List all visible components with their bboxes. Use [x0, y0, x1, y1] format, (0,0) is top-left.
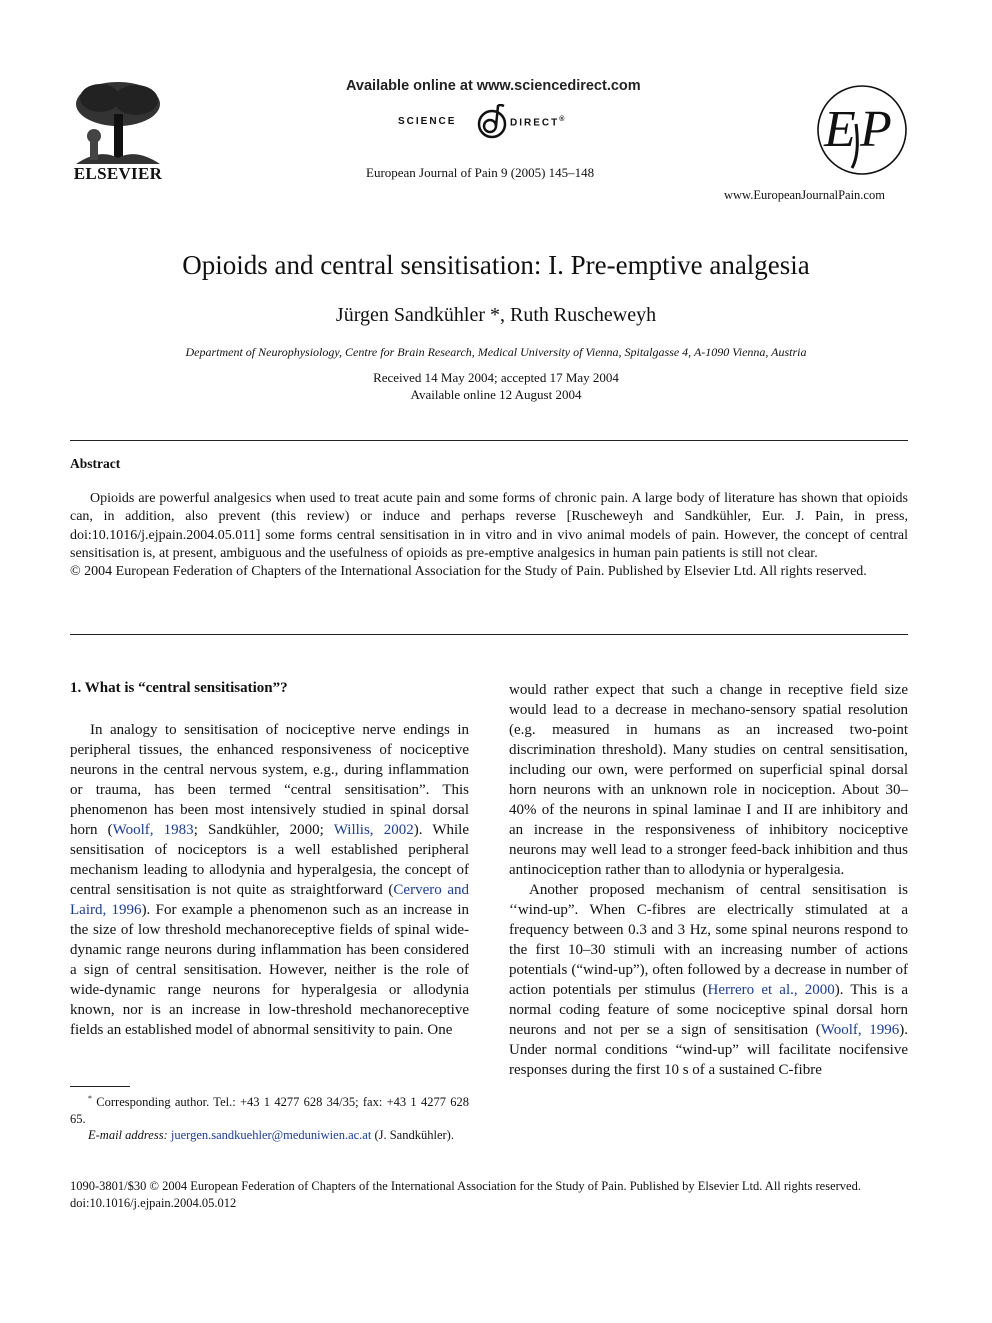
paragraph-2: [509, 880, 908, 1080]
doi: doi:10.1016/j.ejpain.2004.05.012: [70, 1195, 237, 1210]
issn-copyright: 1090-3801/$30 © 2004 European Federation of Chapters of the International Association for the Study of Pain. Published by Elsevier Ltd. All rights reserved.: [70, 1179, 861, 1193]
available-online-date: Available online 12 August 2004: [410, 387, 582, 402]
citation-willis-2002[interactable]: Willis, 2002: [333, 822, 414, 838]
email-link[interactable]: juergen.sandkuehler@meduniwien.ac.at: [170, 1128, 372, 1143]
citation-woolf-1996[interactable]: Woolf, 1996: [820, 1022, 900, 1038]
paragraph-1-continued: would rather expect that such a change in receptive field size would lead to a decrease in mechano-sensory spatial resolution (e.g. measured in humans as an increased two-point discrimination threshold). Many studies on central sensitisation, including our own, were performed on superficial spinal dorsal horn neurons with an unknown role in nociception. About 30–40% of the neurons in spinal laminae I and II are inhibitory and an increase in the responsiveness of inhibitory nociceptive neurons may well lead to a stronger feed-back inhibition and thus antinociception rather than to allodynia or hyperalgesia.: [509, 682, 908, 878]
journal-url[interactable]: www.EuropeanJournalPain.com: [724, 188, 885, 202]
column-right: [509, 680, 908, 1080]
paragraph-2-text-c: ). Under normal conditions “wind-up” will facilitate nocifensive responses during the first 10 s of a sustained C-fibre: [509, 1022, 908, 1078]
tree-icon: [70, 78, 166, 166]
abstract-heading: Abstract: [70, 456, 121, 471]
citation-cervero-1996[interactable]: Cervero and Laird, 1996: [70, 882, 470, 918]
article-title: Opioids and central sensitisation: I. Pre-emptive analgesia: [182, 250, 810, 280]
ejp-logo-p: P: [860, 101, 892, 158]
footnote-marker: *: [88, 1094, 92, 1103]
paragraph-1: [70, 720, 469, 1040]
paragraph-1-text-d: ). For example a phenomenon such as an increase in the size of low threshold mechanoreceptive fields of spinal wide-dynamic range neurons during inflammation has been considered a sign of central sensitisation. However, neither is the role of wide-dynamic range neurons for hyperalgesia or allodynia known, nor is an increase in low-threshold mechanoreceptive fields an established model of abnormal sensitivity to pain. One: [70, 902, 469, 1038]
footnote-corresponding-text: Corresponding author. Tel.: +43 1 4277 628 34/35; fax: +43 1 4277 628 65.: [70, 1095, 470, 1126]
sciencedirect-logo: [398, 104, 588, 140]
divider-top: [70, 440, 908, 441]
author-affiliation: Department of Neurophysiology, Centre for Brain Research, Medical University of Vienna, Spitalgasse 4, A-1090 Vienna, Austria: [185, 345, 807, 359]
abstract-body: [70, 490, 908, 581]
received-dates: Received 14 May 2004; accepted 17 May 2004: [373, 370, 619, 385]
citation-herrero-2000[interactable]: Herrero et al., 2000: [707, 982, 835, 998]
article-authors: Jürgen Sandkühler *, Ruth Ruscheweyh: [335, 304, 657, 326]
column-left: [70, 720, 469, 1040]
footnote-corresponding: [70, 1091, 469, 1127]
sd-logo-right: [510, 116, 566, 128]
divider-bottom: [70, 634, 908, 635]
available-online-banner: Available online at www.sciencedirect.com: [346, 78, 641, 94]
sd-logo-left: SCIENCE: [398, 116, 457, 127]
email-label: E-mail address:: [88, 1128, 168, 1143]
ejp-logo-e: E: [824, 101, 856, 158]
email-suffix: (J. Sandkühler).: [374, 1128, 454, 1143]
sciencedirect-d-icon: [476, 104, 510, 140]
registered-mark: ®: [559, 116, 567, 123]
footnote-email: [70, 1127, 469, 1144]
paragraph-1-text-b: ; Sandkühler, 2000;: [193, 822, 334, 838]
ejp-logo-icon: [816, 84, 908, 176]
paragraph-2-text-a: Another proposed mechanism of central sensitisation is ‘‘wind-up”. When C-fibres are electrically stimulated at a frequency between 0.3 and 3 Hz, some spinal neurons respond to the first 10–30 stimuli with an increasing number of actions potentials (“wind-up”), often followed by a decrease in number of action potentials per stimulus (: [509, 882, 908, 998]
paragraph-2-text-b: ). This is a normal coding feature of some nociceptive spinal dorsal horn neurons and not per se a sign of sensitisation (: [509, 982, 908, 1038]
paragraph-1-text-a: In analogy to sensitisation of nociceptive nerve endings in peripheral tissues, the enhanced responsiveness of nociceptive neurons in the central nervous system, e.g., during inflammation or trauma, has been termed “central sensitisation”. This phenomenon has been most intensively studied in spinal dorsal horn (: [70, 722, 469, 838]
footnote-rule: [70, 1086, 130, 1087]
section-heading: 1. What is “central sensitisation”?: [70, 680, 288, 696]
sd-logo-right-text: DIRECT: [510, 117, 560, 129]
paragraph-1-text-c: ). While sensitisation of nociceptors is a well established peripheral mechanism leading to allodynia and hyperalgesia, the concept of central sensitisation is not quite as straightforward (: [70, 822, 469, 898]
abstract-text: Opioids are powerful analgesics when used to treat acute pain and some forms of chronic pain. A large body of literature has shown that opioids can, in addition, also prevent (this review) or induce and perhaps reverse [Ruscheweyh and Sandkühler, Eur. J. Pain, in press, doi:10.1016/j.ejpain.2004.05.011] some forms central sensitisation in in vitro and in vivo animal models of pain. However, the concept of central sensitisation is, at present, ambiguous and the usefulness of opioids as pre-emptive analgesics in human pain patients is still not clear.: [70, 491, 908, 561]
abstract-copyright: © 2004 European Federation of Chapters of the International Association for the Study of Pain. Published by Elsevier Ltd. All rights reserved.: [70, 564, 867, 580]
journal-logo: [816, 84, 908, 176]
front-matter: [70, 1178, 908, 1211]
footnote: [70, 1091, 469, 1144]
citation-woolf-1983[interactable]: Woolf, 1983: [112, 822, 194, 838]
journal-reference: European Journal of Pain 9 (2005) 145–148: [366, 165, 595, 180]
publisher-name: ELSEVIER: [73, 164, 163, 183]
